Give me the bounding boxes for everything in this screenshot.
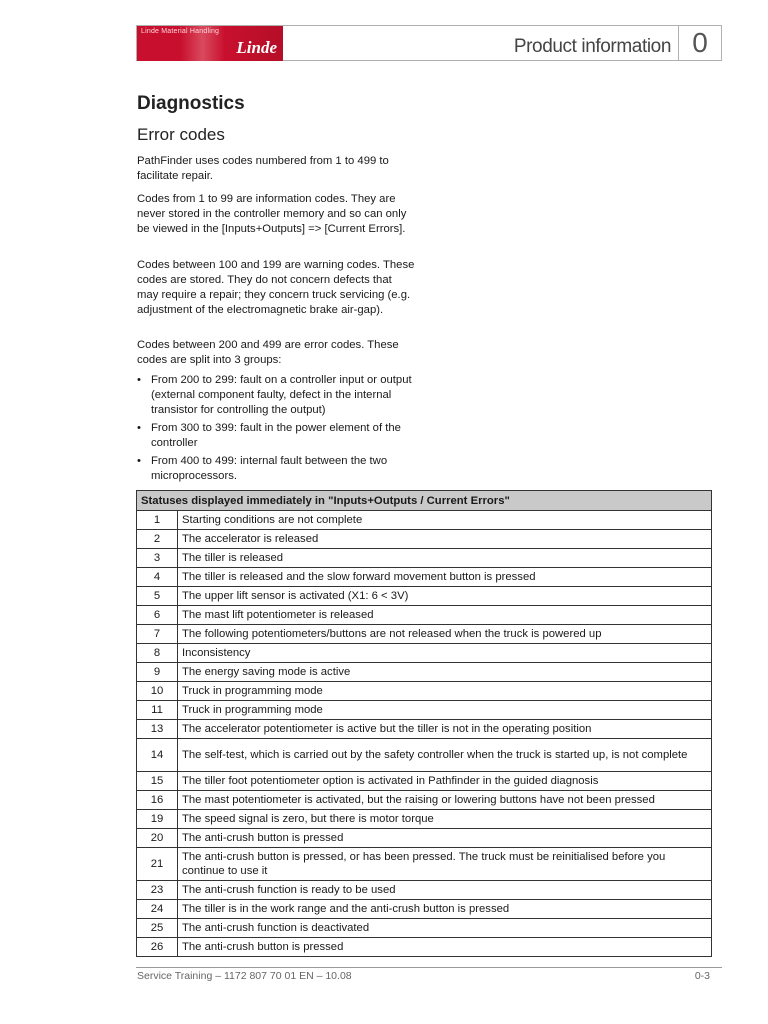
table-row bbox=[137, 881, 712, 900]
code-cell: 4 bbox=[137, 568, 178, 587]
brand-subtitle: Linde Material Handling bbox=[141, 28, 220, 35]
description-cell: The accelerator is released bbox=[178, 530, 712, 549]
code-cell: 9 bbox=[137, 663, 178, 682]
description-cell: The tiller is in the work range and the anti-crush button is pressed bbox=[178, 900, 712, 919]
table-row bbox=[137, 829, 712, 848]
description-cell: The self-test, which is carried out by the safety controller when the truck is started up, is not complete bbox=[178, 739, 712, 772]
code-cell: 25 bbox=[137, 919, 178, 938]
description-cell: The upper lift sensor is activated (X1: 6 < 3V) bbox=[178, 587, 712, 606]
list-item: • From 300 to 399: fault in the power element of the controller bbox=[137, 421, 426, 451]
description-cell: The mast lift potentiometer is released bbox=[178, 606, 712, 625]
description-cell: The speed signal is zero, but there is motor torque bbox=[178, 810, 712, 829]
table-row bbox=[137, 549, 712, 568]
description-cell: Inconsistency bbox=[178, 644, 712, 663]
table-row bbox=[137, 900, 712, 919]
table-row bbox=[137, 644, 712, 663]
footer-document-reference: Service Training – 1172 807 70 01 EN – 10.08 bbox=[137, 970, 352, 982]
code-cell: 3 bbox=[137, 549, 178, 568]
description-cell: The mast potentiometer is activated, but the raising or lowering buttons have not been pressed bbox=[178, 791, 712, 810]
description-cell: Truck in programming mode bbox=[178, 701, 712, 720]
table-row bbox=[137, 938, 712, 957]
code-cell: 20 bbox=[137, 829, 178, 848]
error-group-list bbox=[137, 373, 437, 487]
table-row bbox=[137, 625, 712, 644]
description-cell: The anti-crush button is pressed bbox=[178, 829, 712, 848]
description-cell: The tiller is released and the slow forward movement button is pressed bbox=[178, 568, 712, 587]
page-title: Diagnostics bbox=[137, 93, 245, 114]
code-cell: 10 bbox=[137, 682, 178, 701]
code-cell: 8 bbox=[137, 644, 178, 663]
paragraph: Codes between 200 and 499 are error codes. These codes are split into 3 groups: bbox=[137, 339, 399, 366]
table-row bbox=[137, 919, 712, 938]
code-cell: 16 bbox=[137, 791, 178, 810]
table-row bbox=[137, 606, 712, 625]
list-item: • From 200 to 299: fault on a controller input or output (external component faulty, defect in the internal transistor for controlling the output) bbox=[137, 373, 426, 418]
table-row bbox=[137, 701, 712, 720]
table-header: Statuses displayed immediately in "Inputs+Outputs / Current Errors" bbox=[137, 491, 712, 511]
table-row bbox=[137, 587, 712, 606]
chapter-number: 0 bbox=[678, 26, 721, 60]
code-cell: 21 bbox=[137, 848, 178, 881]
linde-logo bbox=[137, 26, 283, 61]
description-cell: The anti-crush function is deactivated bbox=[178, 919, 712, 938]
brand-logo-text: Linde bbox=[236, 38, 277, 57]
description-cell: The accelerator potentiometer is active but the tiller is not in the operating position bbox=[178, 720, 712, 739]
table-row bbox=[137, 810, 712, 829]
code-cell: 23 bbox=[137, 881, 178, 900]
table-row bbox=[137, 848, 712, 881]
code-cell: 1 bbox=[137, 511, 178, 530]
table-row bbox=[137, 568, 712, 587]
table-row bbox=[137, 772, 712, 791]
list-item: • From 400 to 499: internal fault between the two microprocessors. bbox=[137, 454, 426, 484]
code-cell: 24 bbox=[137, 900, 178, 919]
table-row bbox=[137, 682, 712, 701]
description-cell: The anti-crush button is pressed bbox=[178, 938, 712, 957]
table-row bbox=[137, 720, 712, 739]
table-row bbox=[137, 530, 712, 549]
footer-divider bbox=[136, 967, 722, 968]
description-cell: The anti-crush button is pressed, or has been pressed. The truck must be reinitialised before you continue to use it bbox=[178, 848, 712, 881]
table-row bbox=[137, 739, 712, 772]
paragraph: Codes between 100 and 199 are warning codes. These codes are stored. They do not concern defects that may require a repair; they concern truck servicing (e.g. adjustment of the electromagnetic brake air-gap). bbox=[137, 259, 415, 316]
code-cell: 7 bbox=[137, 625, 178, 644]
table-row bbox=[137, 511, 712, 530]
description-cell: The following potentiometers/buttons are not released when the truck is powered up bbox=[178, 625, 712, 644]
description-cell: The tiller foot potentiometer option is activated in Pathfinder in the guided diagnosis bbox=[178, 772, 712, 791]
code-cell: 6 bbox=[137, 606, 178, 625]
code-cell: 26 bbox=[137, 938, 178, 957]
description-cell: The anti-crush function is ready to be used bbox=[178, 881, 712, 900]
description-cell: Starting conditions are not complete bbox=[178, 511, 712, 530]
description-cell: The tiller is released bbox=[178, 549, 712, 568]
page-header bbox=[136, 25, 722, 61]
page-number: 0-3 bbox=[694, 970, 710, 982]
table-row bbox=[137, 663, 712, 682]
page-section-title: Product information bbox=[513, 36, 671, 57]
code-cell: 15 bbox=[137, 772, 178, 791]
table-row bbox=[137, 791, 712, 810]
description-cell: The energy saving mode is active bbox=[178, 663, 712, 682]
section-subtitle: Error codes bbox=[137, 125, 225, 144]
code-cell: 13 bbox=[137, 720, 178, 739]
paragraph: Codes from 1 to 99 are information codes. They are never stored in the controller memory and so can only be viewed in the [Inputs+Outputs] => [Current Errors]. bbox=[137, 193, 407, 235]
description-cell: Truck in programming mode bbox=[178, 682, 712, 701]
code-cell: 14 bbox=[137, 739, 178, 772]
code-cell: 11 bbox=[137, 701, 178, 720]
table-body bbox=[137, 511, 712, 957]
code-cell: 5 bbox=[137, 587, 178, 606]
code-cell: 2 bbox=[137, 530, 178, 549]
paragraph: PathFinder uses codes numbered from 1 to 499 to facilitate repair. bbox=[137, 155, 389, 182]
status-codes-table bbox=[136, 490, 712, 957]
code-cell: 19 bbox=[137, 810, 178, 829]
